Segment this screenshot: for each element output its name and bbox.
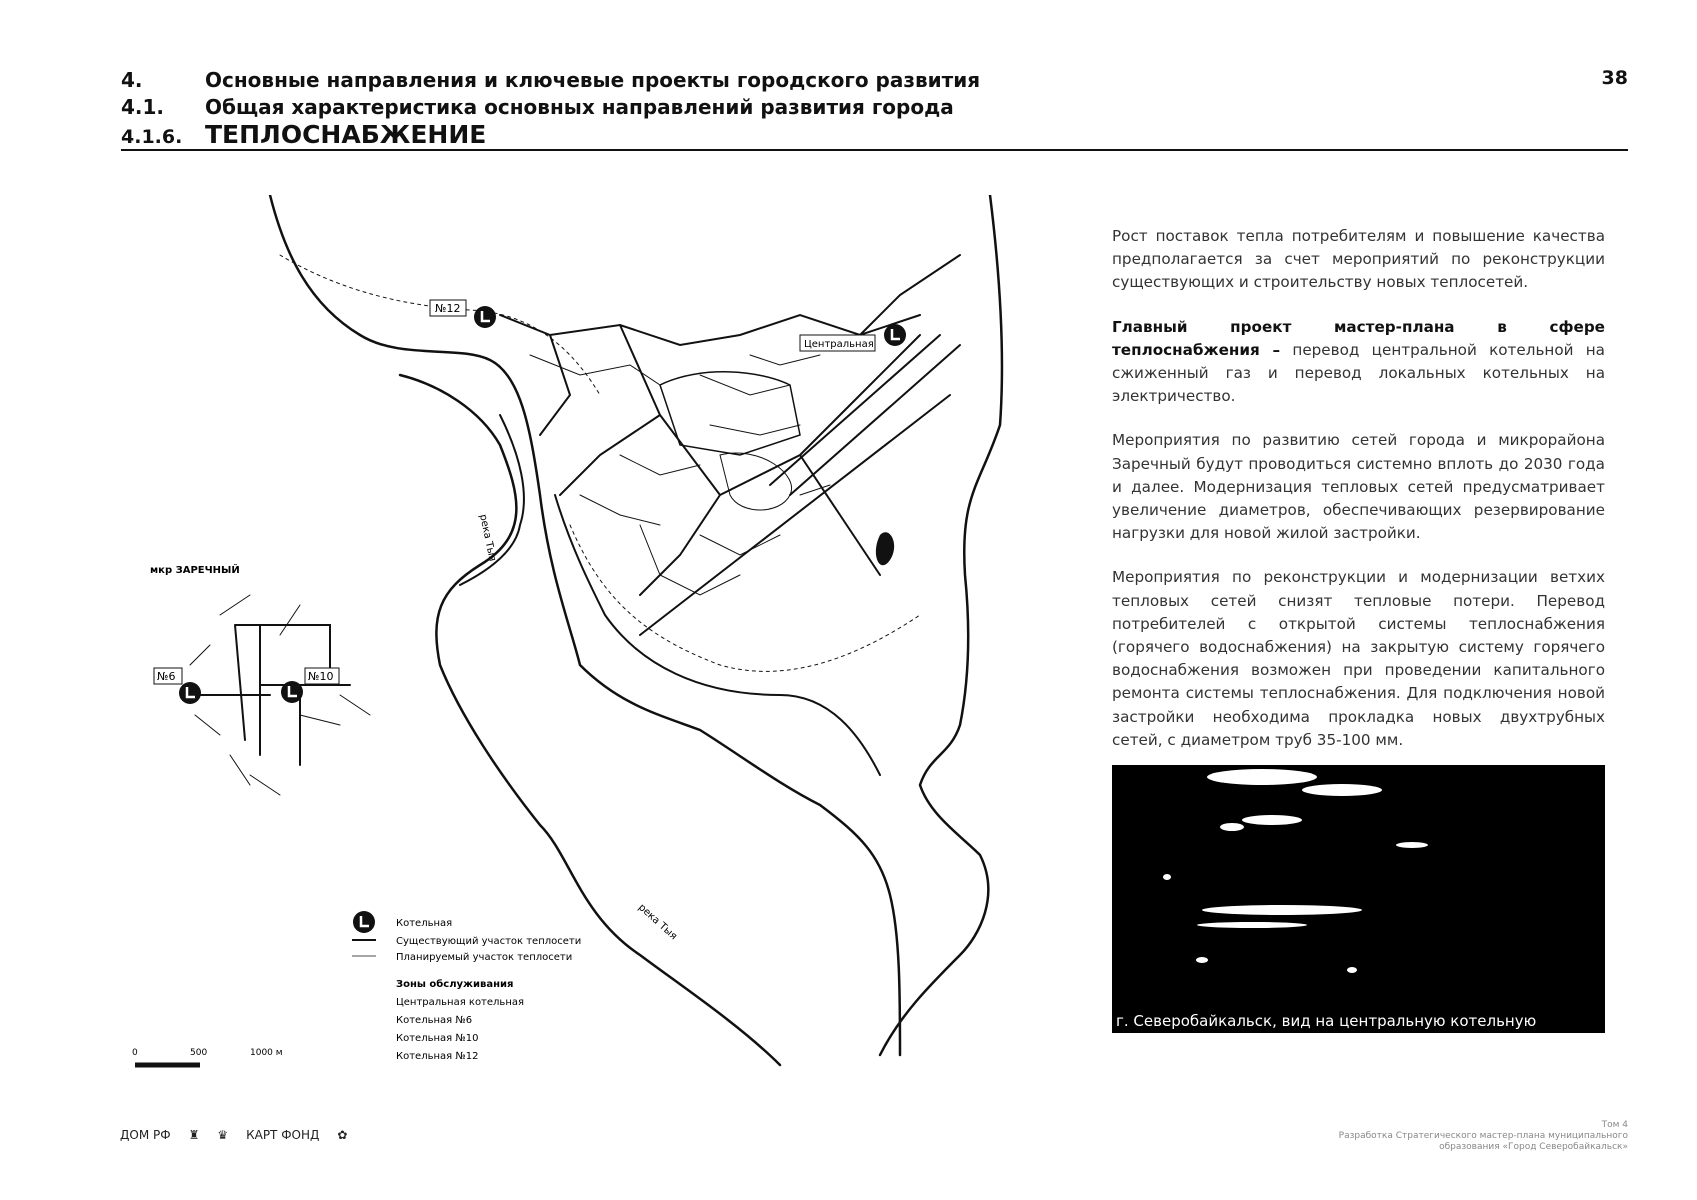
- map-scale: [132, 1048, 283, 1065]
- section-number-3: 4.1.6.: [121, 126, 183, 148]
- section-number-1: 4.: [121, 68, 143, 92]
- legend-existing: Существующий участок теплосети: [396, 936, 582, 947]
- label-boiler-12: №12: [435, 302, 461, 315]
- legend-zone-4: Котельная №12: [396, 1051, 479, 1062]
- boiler-icon-6: [179, 682, 201, 704]
- paragraph-2-body: перевод центральной котельной на сжиженный газ и перевод локальных котельных на электричество.: [1112, 340, 1605, 406]
- label-boiler-central: Центральная: [804, 339, 874, 350]
- legend-boiler: Котельная: [396, 918, 453, 929]
- boiler-icon-central: [884, 324, 906, 346]
- page-number: 38: [1601, 67, 1628, 89]
- photo-caption: г. Северобайкальск, вид на центральную котельную: [1116, 1012, 1537, 1030]
- section-title-1: Основные направления и ключевые проекты городского развития: [205, 68, 981, 92]
- footer-credits: [1208, 1120, 1628, 1153]
- legend-zone-1: Центральная котельная: [396, 997, 525, 1008]
- section-heading-2: [121, 95, 954, 119]
- page-title: ТЕПЛОСНАБЖЕНИЕ: [205, 120, 487, 149]
- scale-1000: 1000 м: [250, 1048, 283, 1058]
- paragraph-2-lead: Главный проект мастер-плана в сфере теплоснабжения –: [1112, 317, 1605, 359]
- legend-zone-3: Котельная №10: [396, 1033, 479, 1044]
- boiler-photo: [1112, 765, 1605, 1033]
- paragraph-3: Мероприятия по развитию сетей города и микрорайона Заречный будут проводиться системно вплоть до 2030 года и далее. Модернизация тепловых сетей предусматривает увеличение диаметров, обеспечивающих резервирование нагрузки для новой жилой застройки.: [1112, 431, 1605, 543]
- footer-line-1: Том 4: [1601, 1120, 1628, 1130]
- legend-zones-title: Зоны обслуживания: [396, 979, 514, 990]
- footer-line-2: Разработка Стратегического мастер-плана муниципального: [1338, 1131, 1628, 1141]
- heat-supply-map: [100, 195, 1050, 1075]
- map-legend: [352, 911, 581, 1062]
- header-divider: [121, 149, 1628, 151]
- emblem-icon-2: ♛: [217, 1128, 229, 1142]
- body-text: [1112, 225, 1605, 773]
- kartfond-logo: КАРТ ФОНД: [246, 1128, 320, 1142]
- label-boiler-10: №10: [308, 670, 334, 683]
- boiler-icon-12: [474, 306, 496, 328]
- footer-line-3: образования «Город Северобайкальск»: [1439, 1142, 1628, 1152]
- label-boiler-6: №6: [157, 670, 176, 683]
- legend-planned: Планируемый участок теплосети: [396, 952, 573, 963]
- label-district: мкр ЗАРЕЧНЫЙ: [150, 565, 240, 576]
- zarechny-network: [195, 625, 350, 765]
- scale-500: 500: [190, 1048, 208, 1058]
- river-bank-east: [880, 195, 1002, 1055]
- seal-icon: ✿: [337, 1128, 348, 1142]
- section-number-2: 4.1.: [121, 95, 165, 119]
- section-heading-1: [121, 68, 980, 92]
- emblem-icon-1: ♜: [188, 1128, 200, 1142]
- section-heading-3: [121, 120, 486, 149]
- label-river-1: река Тыя: [477, 513, 498, 563]
- scale-0: 0: [132, 1048, 138, 1058]
- domrf-logo: ДОМ РФ: [120, 1128, 171, 1142]
- legend-zone-2: Котельная №6: [396, 1015, 473, 1026]
- paragraph-2: [1112, 316, 1605, 409]
- paragraph-1: Рост поставок тепла потребителям и повышение качества предполагается за счет мероприятий по реконструкции существующих и строительству новых теплосетей.: [1112, 227, 1605, 292]
- paragraph-4: Мероприятия по реконструкции и модернизации ветхих тепловых сетей снизят тепловые потери. Перевод потребителей с открытой системы теплоснабжения (горячего водоснабжения) на закрытую систему горячего водоснабжения возможен при проведении капитального ремонта системы теплоснабжения. Для подключения новой застройки необходима прокладка новых двухтрубных сетей, с диаметром труб 35-100 мм.: [1112, 568, 1605, 749]
- section-title-2: Общая характеристика основных направлений развития города: [205, 95, 954, 119]
- footer-logos: [120, 1128, 347, 1142]
- label-river-2: река Тыя: [635, 902, 679, 943]
- boiler-icon-10: [281, 681, 303, 703]
